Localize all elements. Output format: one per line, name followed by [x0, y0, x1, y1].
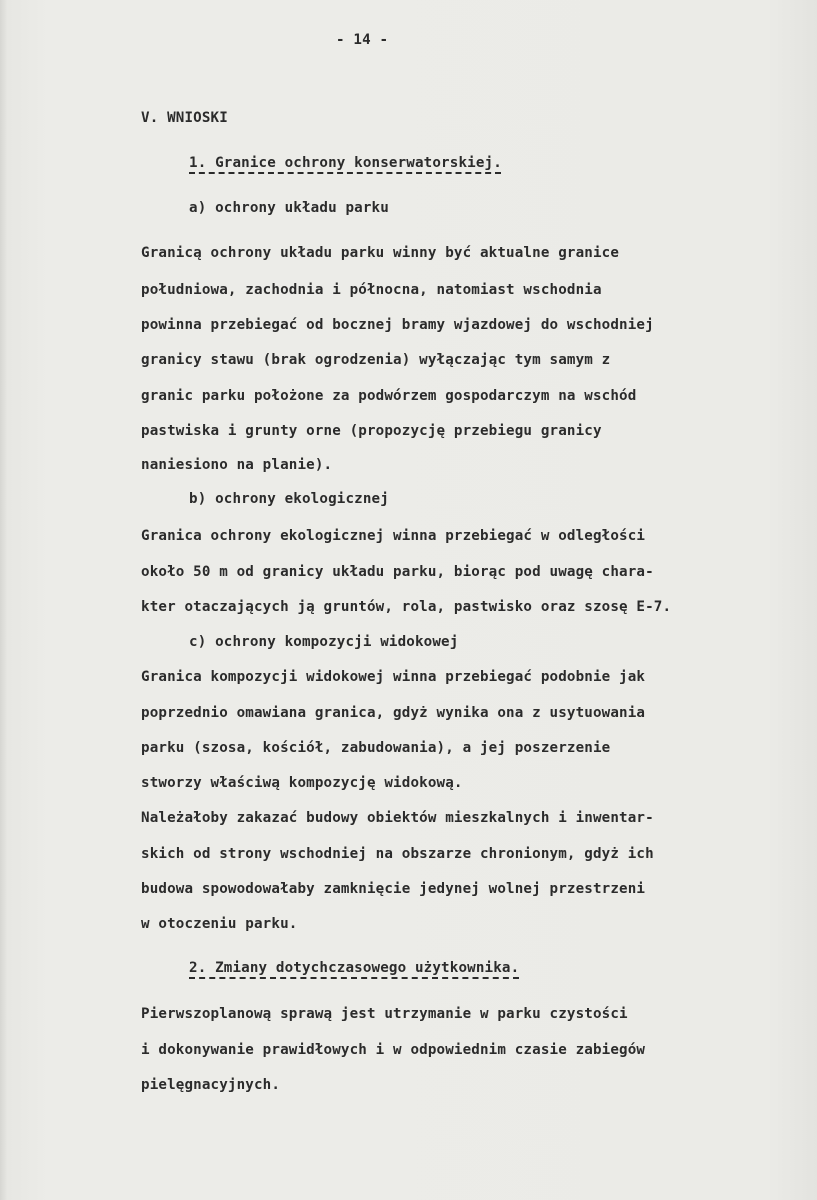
text-line: pielęgnacyjnych.: [141, 1077, 281, 1093]
text-line: parku (szosa, kościół, zabudowania), a jej poszerzenie: [141, 740, 611, 756]
subsection-b-title: b) ochrony ekologicznej: [189, 491, 389, 507]
text-line: granicy stawu (brak ogrodzenia) wyłączając tym samym z: [141, 352, 611, 368]
paper-edge: [0, 0, 7, 1200]
subsection-a-title: a) ochrony układu parku: [189, 200, 389, 216]
text-line: około 50 m od granicy układu parku, biorąc pod uwagę chara-: [141, 564, 654, 580]
text-line: granic parku położone za podwórzem gospodarczym na wschód: [141, 388, 637, 404]
text-line: Granica kompozycji widokowej winna przebiegać podobnie jak: [141, 669, 646, 685]
text-line: południowa, zachodnia i północna, natomiast wschodnia: [141, 282, 602, 298]
text-line: budowa spowodowałaby zamknięcie jedynej wolnej przestrzeni: [141, 881, 646, 897]
text-line: kter otaczających ją gruntów, rola, pastwisko oraz szosę E-7.: [141, 599, 672, 615]
text-line: Pierwszoplanową sprawą jest utrzymanie w parku czystości: [141, 1006, 628, 1022]
text-line: w otoczeniu parku.: [141, 916, 298, 932]
subsection-c-title: c) ochrony kompozycji widokowej: [189, 634, 459, 650]
heading-user-changes: 2. Zmiany dotychczasowego użytkownika.: [189, 960, 520, 976]
page-number: - 14 -: [336, 32, 389, 48]
text-line: stworzy właściwą kompozycję widokową.: [141, 775, 463, 791]
text-line: poprzednio omawiana granica, gdyż wynika ona z usytuowania: [141, 705, 646, 721]
text-line: Granicą ochrony układu parku winny być aktualne granice: [141, 245, 620, 261]
text-line: Granica ochrony ekologicznej winna przebiegać w odległości: [141, 528, 646, 544]
text-line: naniesiono na planie).: [141, 457, 333, 473]
text-line: skich od strony wschodniej na obszarze chronionym, gdyż ich: [141, 846, 654, 862]
section-title: V. WNIOSKI: [141, 110, 228, 126]
text-line: powinna przebiegać od bocznej bramy wjazdowej do wschodniej: [141, 317, 654, 333]
text-line: i dokonywanie prawidłowych i w odpowiednim czasie zabiegów: [141, 1042, 646, 1058]
text-line: Należałoby zakazać budowy obiektów mieszkalnych i inwentar-: [141, 810, 654, 826]
text-line: pastwiska i grunty orne (propozycję przebiegu granicy: [141, 423, 602, 439]
heading-boundaries: 1. Granice ochrony konserwatorskiej.: [189, 155, 502, 171]
